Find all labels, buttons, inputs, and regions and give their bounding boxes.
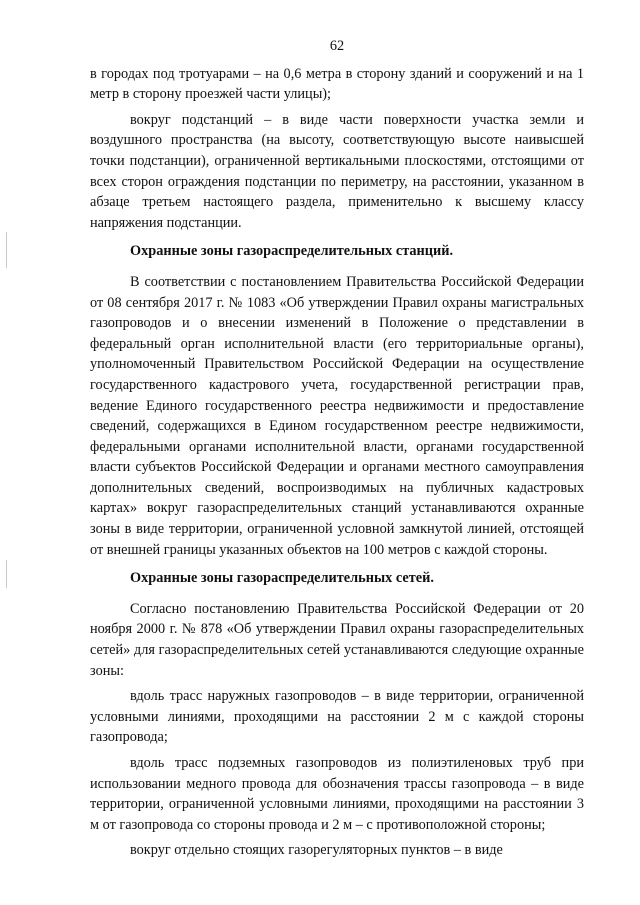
- paragraph-regulator-points: вокруг отдельно стоящих газорегуляторных пунктов – в виде: [130, 842, 503, 859]
- paragraph-outdoor-pipelines: вдоль трасс наружных газопроводов – в виде территории, ограниченной условными линиями, проходящими на расстоянии 2 м с каждой стороны газопровода;: [90, 688, 584, 746]
- paragraph-underground-pipelines: вдоль трасс подземных газопроводов из полиэтиленовых труб при использовании медного провода для обозначения трассы газопровода – в виде территории, ограниченной условными линиями, проходящими на расстоянии 3 м от газопровода со стороны провода и 2 м – с противоположной стороны;: [90, 755, 584, 833]
- section-heading-gas-stations: Охранные зоны газораспределительных станций.: [130, 243, 454, 260]
- paragraph-gas-stations: В соответствии с постановлением Правительства Российской Федерации от 08 сентября 2017 г. № 1083 «Об утверждении Правил охраны магистральных газопроводов и о внесении изменений в Положение о представлении в федеральный орган исполнительной власти (его территориальные органы), уполномоченный Правительством Российской Федерации на осуществление государственного кадастрового учета, государственной регистрации прав, ведение Единого государственного реестра недвижимости и предоставление сведений, содержащихся в Едином государственном реестре недвижимости, федеральными органами исполнительной власти, органами государственной власти субъектов Российской Федерации и органами местного самоуправления дополнительных сведений, воспроизводимых на публичных кадастровых картах» вокруг газораспределительных станций устанавливаются охранные зоны в виде территории, ограниченной условной замкнутой линией, отстоящей от внешней границы указанных объектов на 100 метров с каждой стороны.: [90, 273, 584, 558]
- paragraph-gas-networks-intro: Согласно постановлению Правительства Российской Федерации от 20 ноября 2000 г. № 878 «Об утверждении Правил охраны газораспределительных сетей» для газораспределительных сетей устанавливаются следующие охранные зоны:: [90, 600, 584, 679]
- section-heading-gas-networks: Охранные зоны газораспределительных сетей.: [130, 570, 434, 587]
- scan-edge-mark: [6, 560, 7, 588]
- page-number: 62: [329, 38, 345, 54]
- paragraph-cities-sidewalks: в городах под тротуарами – на 0,6 метра в сторону зданий и сооружений и на 1 метр в сторону проезжей части улицы);: [90, 65, 584, 103]
- scan-edge-mark: [6, 232, 7, 268]
- paragraph-substations: вокруг подстанций – в виде части поверхности участка земли и воздушного пространства (на высоту, соответствующую высоте наивысшей точки подстанции), ограниченной вертикальными плоскостями, отстоящими от всех сторон ограждения подстанции по периметру, на расстоянии, указанном в абзаце третьем настоящего раздела, применительно к высшему классу напряжения подстанции.: [90, 111, 584, 231]
